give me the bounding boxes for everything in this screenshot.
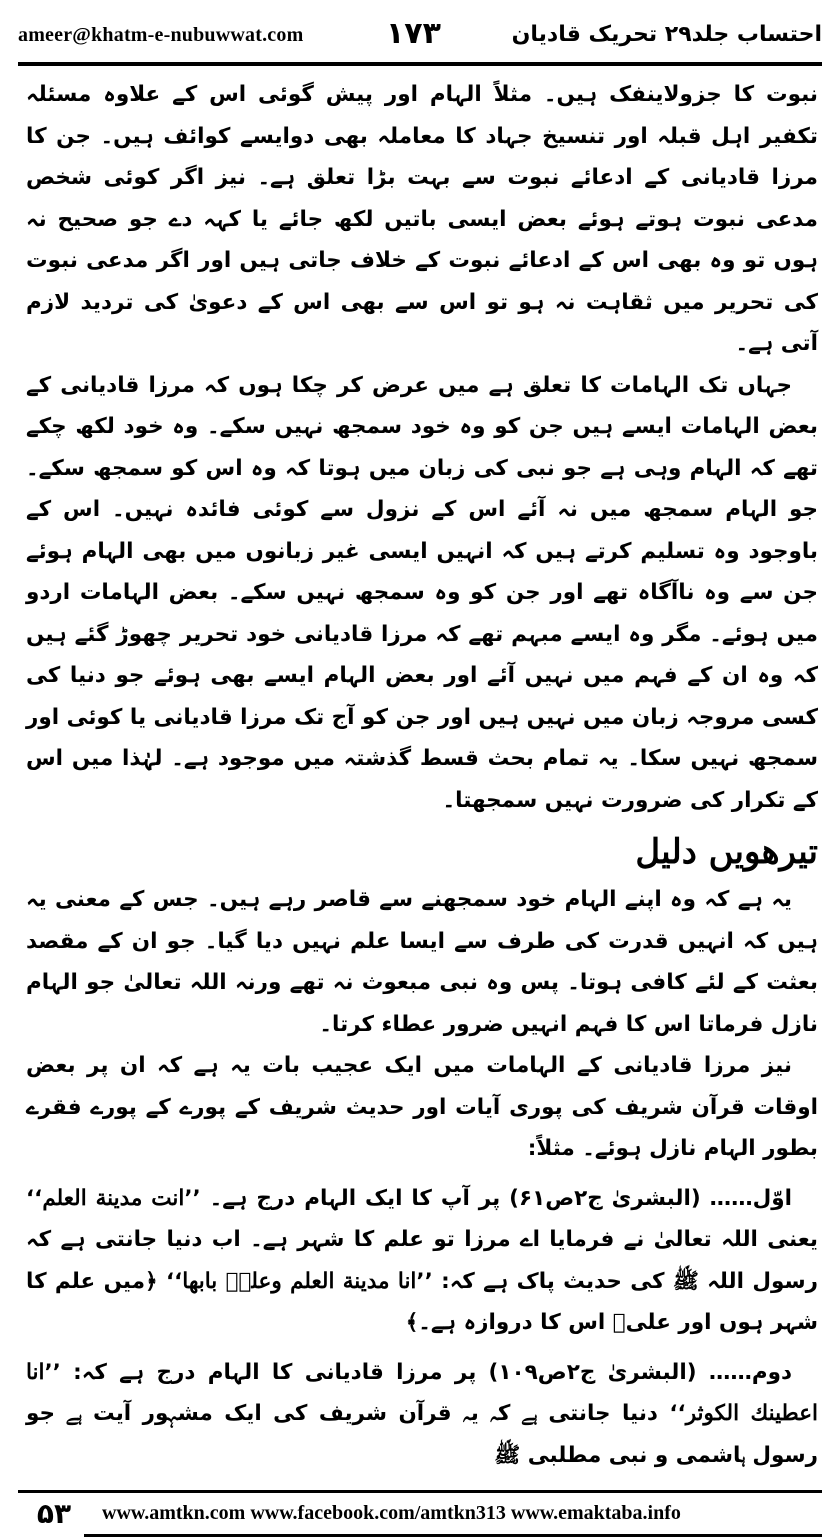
page-footer xyxy=(18,1496,822,1536)
header-page-number: ۱۷۳ xyxy=(386,16,441,51)
paragraph-6-part-a: دوم…… (البشریٰ ج۲ص۱۰۹) پر مرزا قادیانی کا الہام درج ہے کہ: ’’ xyxy=(44,1359,793,1385)
paragraph-6-part-b: ‘‘ دنیا جانتی ہے کہ یہ قرآن شریف کی ایک مشہور آیت ہے جو رسول ہاشمی و نبی مطلبی ﷺ xyxy=(26,1401,818,1468)
section-heading: تیرھویں دلیل xyxy=(635,832,818,872)
paragraph-3: یہ ہے کہ وہ اپنے الہام خود سمجھنے سے قاصر رہے ہیں۔ جس کے معنی یہ ہیں کہ انہیں قدرت کی طرف سے ایسا علم نہیں دیا گیا۔ جو ان کے مقصد بعثت کے لئے کافی ہوتا۔ پس وہ نبی مبعوث نہ تھے ورنہ اللہ تعالیٰ جو الہام نازل فرماتا اس کا فہم انہیں ضرور عطاء کرتا۔ xyxy=(26,887,818,1037)
arabic-quote-1: انت مدینة العلم xyxy=(42,1185,185,1211)
arabic-quote-3: انا اعطینك الکوثر xyxy=(26,1359,818,1426)
footer-page-number: ۵۳ xyxy=(18,1496,90,1532)
paragraph-4: نیز مرزا قادیانی کے الہامات میں ایک عجیب بات یہ ہے کہ ان پر بعض اوقات قرآن شریف کی پوری آیات اور حدیث شریف کے پورے کے پورے فقرے بطور الہام نازل ہوئے۔ مثلاً: xyxy=(26,1053,818,1161)
paragraph-1: نبوت کا جزولاینفک ہیں۔ مثلاً الہام اور پیش گوئی اس کے علاوہ مسئلہ تکفیر اہل قبلہ اور تنسیخ جہاد کا معاملہ بھی دوایسے کوائف ہیں۔ جن کا مرزا قادیانی کے ادعائے نبوت سے بہت بڑا تعلق ہے۔ نیز اگر کوئی شخص مدعی نبوت ہوتے ہوئے بعض ایسی باتیں لکھ جائے یا کہہ دے جو صحیح نہ ہوں تو وہ بھی اس کے ادعائے نبوت کے خلاف جاتی ہیں اور اگر مدعی نبوت کی تحریر میں ثقاہت نہ ہو تو اس سے بھی اس کے دعویٰ کی تردید لازم آتی ہے۔ xyxy=(26,82,818,356)
paragraph-6 xyxy=(26,1352,818,1477)
paragraph-5-part-a: اوّل…… (البشریٰ ج۲ص۶۱) پر آپ کا ایک الہام درج ہے۔ ’’ xyxy=(184,1185,792,1211)
paragraph-5 xyxy=(26,1178,818,1344)
paragraph-5-part-b: ‘‘ یعنی اللہ تعالیٰ نے فرمایا اے مرزا تو علم کا شہر ہے۔ اب دنیا جانتی ہے کہ رسول اللہ ﷺ کی حدیث پاک ہے کہ: ’’ xyxy=(26,1185,818,1294)
header-title: احتساب جلد۲۹ تحریک قادیان xyxy=(511,22,822,47)
page-header xyxy=(18,14,822,58)
arabic-quote-2: انا مدینة العلم وعلیؓ بابها xyxy=(182,1268,417,1294)
header-rule xyxy=(18,62,822,66)
paragraph-5-part-c: ‘‘ ﴿میں علم کا شہر ہوں اور علیؓ اس کا دروازہ ہے۔﴾ xyxy=(26,1268,818,1335)
header-email: ameer@khatm-e-nubuwwat.com xyxy=(18,24,304,46)
footer-rule-bottom xyxy=(84,1534,822,1537)
footer-links: www.amtkn.com www.facebook.com/amtkn313 www.emaktaba.info xyxy=(102,1502,681,1524)
footer-rule-top xyxy=(18,1490,822,1493)
body-text xyxy=(26,74,818,1476)
paragraph-2: جہاں تک الہامات کا تعلق ہے میں عرض کر چکا ہوں کہ مرزا قادیانی کے بعض الہامات ایسے ہیں جن کو وہ خود سمجھ نہیں سکے۔ وہ خود لکھ چکے تھے کہ الہام وہی ہے جو نبی کی زبان میں ہوتا کہ وہ اس کو سمجھ سکے۔ جو الہام سمجھ میں نہ آئے اس کے نزول سے کوئی فائدہ نہیں۔ اس کے باوجود وہ تسلیم کرتے ہیں کہ انہیں ایسی غیر زبانوں میں بھی الہام ہوئے جن سے وہ ناآگاہ تھے اور جن کو وہ سمجھ نہیں سکے۔ بعض الہامات اردو میں ہوئے۔ مگر وہ ایسے مبہم تھے کہ مرزا قادیانی خود تحریر چھوڑ گئے ہیں کہ وہ ان کے فہم میں نہیں آئے اور بعض الہام ایسے بھی ہوئے جو دنیا کی کسی مروجہ زبان میں نہیں ہیں اور جن کو آج تک مرزا قادیانی یا کوئی اور سمجھ نہیں سکا۔ یہ تمام بحث قسط گذشتہ میں موجود ہے۔ لہٰذا میں اس کے تکرار کی ضرورت نہیں سمجھتا۔ xyxy=(26,372,818,813)
